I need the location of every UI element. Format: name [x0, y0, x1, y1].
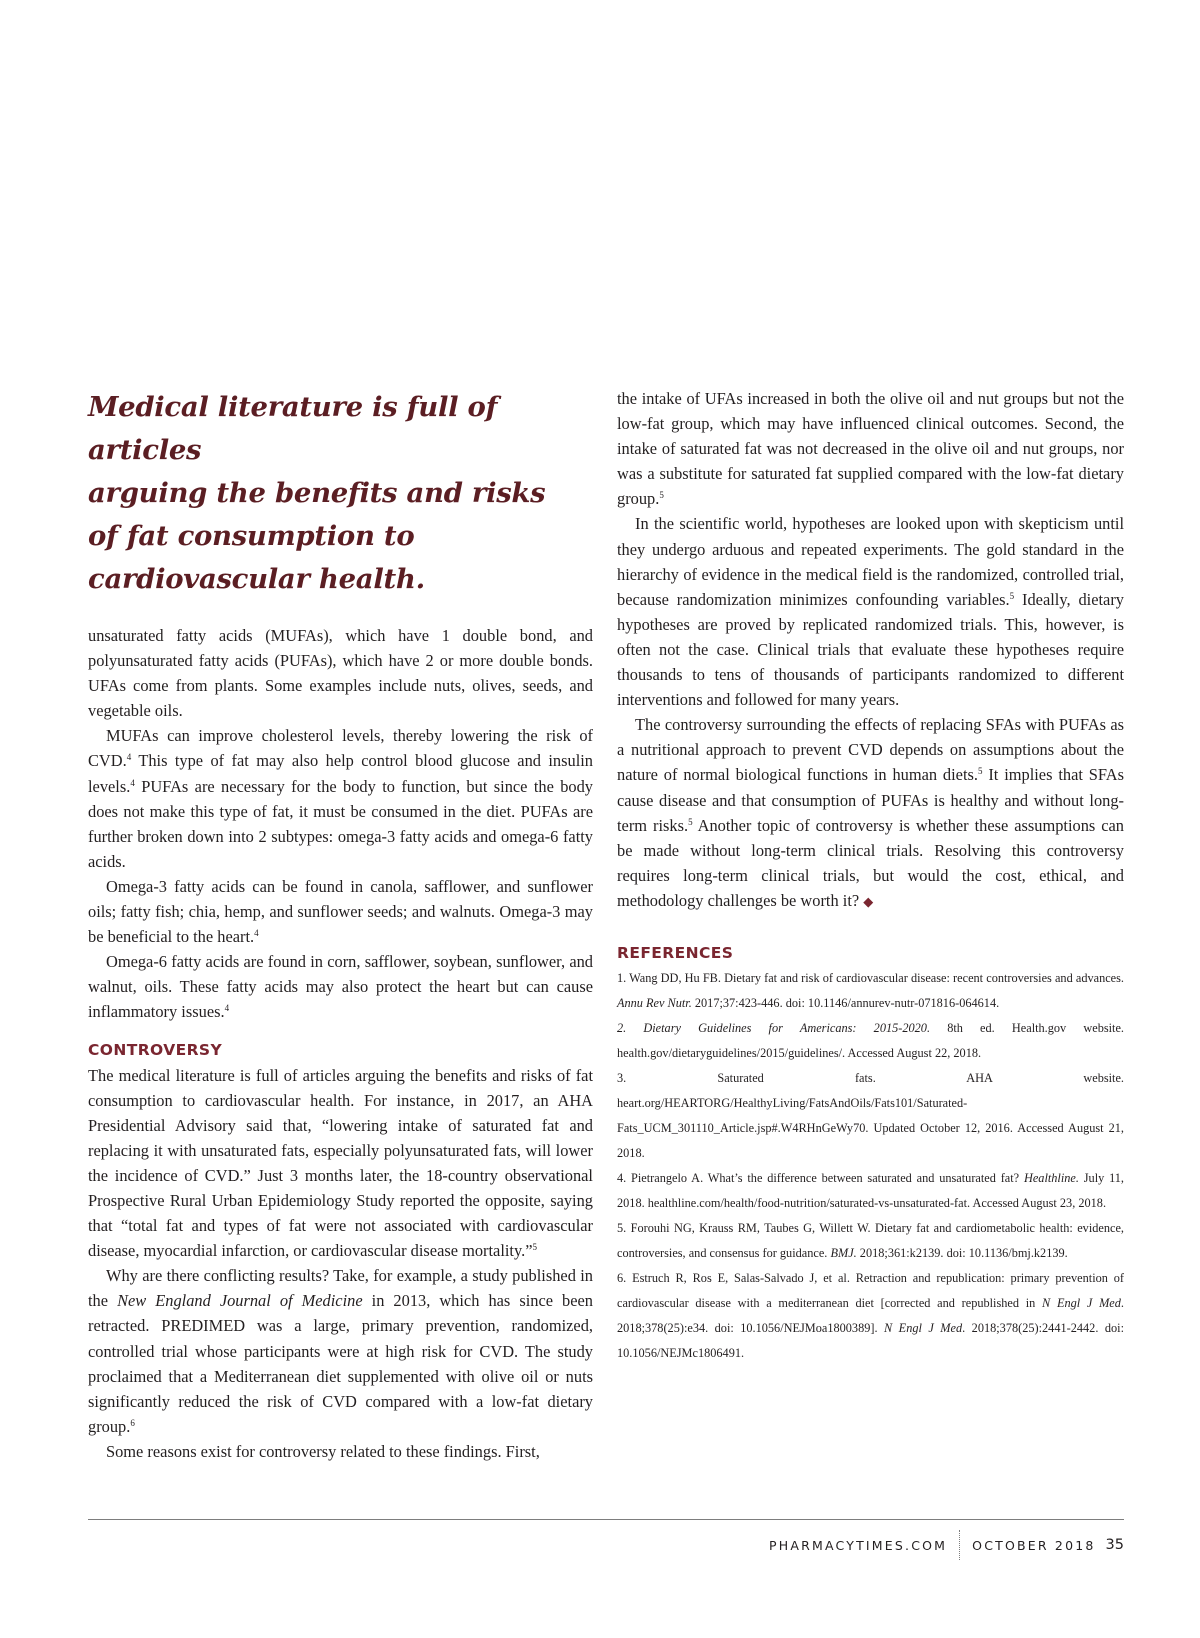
footer-issue: OCTOBER 2018: [972, 1537, 1096, 1553]
section-heading-references: REFERENCES: [617, 943, 734, 962]
paragraph-sfa-controversy: The controversy surrounding the effects of replacing SFAs with PUFAs as a nutritional approach to prevent CVD depends on assumptions about the nature of normal biological functions in human diets.$^5$ It implies that SFAs cause disease and that consumption of PUFAs is healthy and without long-term risks.$^5$ Another topic of controversy is whether these assumptions can be made without long-term clinical trials. Resolving this controversy requires long-term clinical trials, but would the cost, ethical, and methodology challenges be worth it? ◆: [617, 715, 1124, 910]
citation-superscript: 4: [254, 928, 259, 939]
citation-superscript: 4: [126, 752, 132, 763]
reference-item: 1. Wang DD, Hu FB. Dietary fat and risk of cardiovascular disease: recent controversies and advances. Annu Rev Nutr. 2017;37:423-446. doi: 10.1146/annurev-nutr-071816-064614.: [617, 970, 1124, 1010]
footer-site: PHARMACYTIMES.COM: [769, 1537, 948, 1553]
pull-quote-line: of fat consumption to: [88, 520, 415, 552]
citation-superscript: 5: [659, 490, 664, 501]
paragraph-controversy: The medical literature is full of articles arguing the benefits and risks of fat consumption to cardiovascular health. For instance, in 2017, an AHA Presidential Advisory said that, “lowering intake of saturated fat and replacing it with unsaturated fats, especially polyunsaturated fats, will lower the incidence of CVD.” Just 3 months later, the 18-country observational Prospective Rural Urban Epidemiology Study reported the opposite, saying that “total fat and types of fat were not associated with cardiovascular disease, myocardial infarction, or cardiovascular disease mortality.”$^5$: [88, 1065, 593, 1261]
citation-superscript: 5: [688, 816, 693, 827]
reference-item: 2. Dietary Guidelines for Americans: 2015-2020. 8th ed. Health.gov website. health.gov/dietaryguidelines/2015/guidelines/. Accessed August 22, 2018.: [617, 1020, 1124, 1060]
footer-rule: [88, 1519, 1124, 1520]
citation-superscript: 6: [130, 1417, 135, 1428]
footer-divider: [959, 1530, 960, 1560]
paragraph-ufa-intake: the intake of UFAs increased in both the olive oil and nut groups but not the low-fat group, which may have influenced clinical outcomes. Second, the intake of saturated fat was not decreased in the olive oil and nut groups, nor was a substitute for saturated fat supplied compared with the low-fat dietary group.$^5$: [617, 389, 1124, 509]
pull-quote-line: arguing the benefits and risks: [88, 477, 546, 509]
paragraph-scientific-world: In the scientific world, hypotheses are looked upon with skepticism until they undergo arduous and repeated experiments. The gold standard in the hierarchy of evidence in the medical field is the randomized, controlled trial, because randomization minimizes confounding variables.$^5$ Ideally, dietary hypotheses are proved by replicated randomized trials. This, however, is often not the case. Clinical trials that evaluate these hypotheses require thousands to tens of thousands of participants randomized to different interventions and followed for many years.: [617, 514, 1124, 710]
citation-superscript: 5: [977, 766, 983, 777]
paragraph-reasons: Some reasons exist for controversy related to these findings. First,: [106, 1441, 540, 1461]
citation-superscript: 5: [1009, 590, 1015, 601]
left-column: [88, 386, 593, 1464]
citation-superscript: 4: [130, 777, 135, 788]
paragraph-omega-3: Omega-3 fatty acids can be found in canola, safflower, and sunflower oils; fatty fish; chia, hemp, and sunflower seeds; and walnuts. Omega-3 may be beneficial to the heart.$^4$: [88, 876, 593, 947]
journal-title: New England Journal of Medicine: [117, 1291, 363, 1311]
pull-quote: [88, 386, 593, 601]
pull-quote-line: cardiovascular health.: [88, 563, 425, 595]
citation-superscript: 4: [224, 1003, 230, 1014]
right-column: [617, 386, 1124, 1366]
reference-item: 3. Saturated fats. AHA website. heart.org/HEARTORG/HealthyLiving/FatsAndOils/Fats101/Saturated-Fats_UCM_301110_Article.jsp#.W4RHnGeWy70. Updated October 12, 2016. Accessed August 21, 2018.: [617, 1070, 1124, 1160]
end-mark-icon: ◆: [863, 893, 874, 909]
reference-item: 5. Forouhi NG, Krauss RM, Taubes G, Willett W. Dietary fat and cardiometabolic health: evidence, controversies, and consensus for guidance. BMJ. 2018;361:k2139. doi: 10.1136/bmj.k2139.: [617, 1220, 1124, 1260]
citation-superscript: 5: [532, 1242, 537, 1253]
page-number: 35: [1105, 1537, 1124, 1553]
paragraph-predimed: Why are there conflicting results? Take, for example, a study published in the New England Journal of Medicine in 2013, which has since been retracted. PREDIMED was a large, primary prevention, randomized, controlled trial whose participants were at high risk for CVD. The study proclaimed that a Mediterranean diet supplemented with olive oil or nuts significantly reduced the risk of CVD compared with a low-fat dietary group.$^6$: [88, 1266, 593, 1436]
paragraph-mufas: MUFAs can improve cholesterol levels, thereby lowering the risk of CVD.$^4$ This type of fat may also help control blood glucose and insulin levels.$^4$ PUFAs are necessary for the body to function, but since the body does not make this type of fat, it must be consumed in the diet. PUFAs are further broken down into 2 subtypes: omega-3 fatty acids and omega-6 fatty acids.: [88, 726, 593, 871]
section-heading-controversy: CONTROVERSY: [88, 1040, 223, 1059]
reference-item: 4. Pietrangelo A. What’s the difference between saturated and unsaturated fat? Healthline. July 11, 2018. healthline.com/health/food-nutrition/saturated-vs-unsaturated-fat. Accessed August 23, 2018.: [617, 1170, 1125, 1210]
paragraph-fatty-acids: unsaturated fatty acids (MUFAs), which have 1 double bond, and polyunsaturated fatty acids (PUFAs), which have 2 or more double bonds. UFAs come from plants. Some examples include nuts, olives, seeds, and vegetable oils.: [88, 626, 593, 721]
paragraph-omega-6: Omega-6 fatty acids are found in corn, safflower, soybean, sunflower, and walnut, oils. These fatty acids may also protect the heart but can cause inflammatory issues.$^4$: [88, 952, 593, 1022]
pull-quote-line: Medical literature is full of articles: [88, 391, 498, 466]
reference-item: 6. Estruch R, Ros E, Salas-Salvado J, et al. Retraction and republication: primary prevention of cardiovascular disease with a mediterranean diet [corrected and republished in N Engl J Med. 2018;378(25):e34. doi: 10.1056/NEJMoa1800389]. N Engl J Med. 2018;378(25):2441-2442. doi: 10.1056/NEJMc1806491.: [617, 1270, 1124, 1360]
page-footer: [769, 1530, 1124, 1560]
references-list: [617, 966, 1124, 1366]
